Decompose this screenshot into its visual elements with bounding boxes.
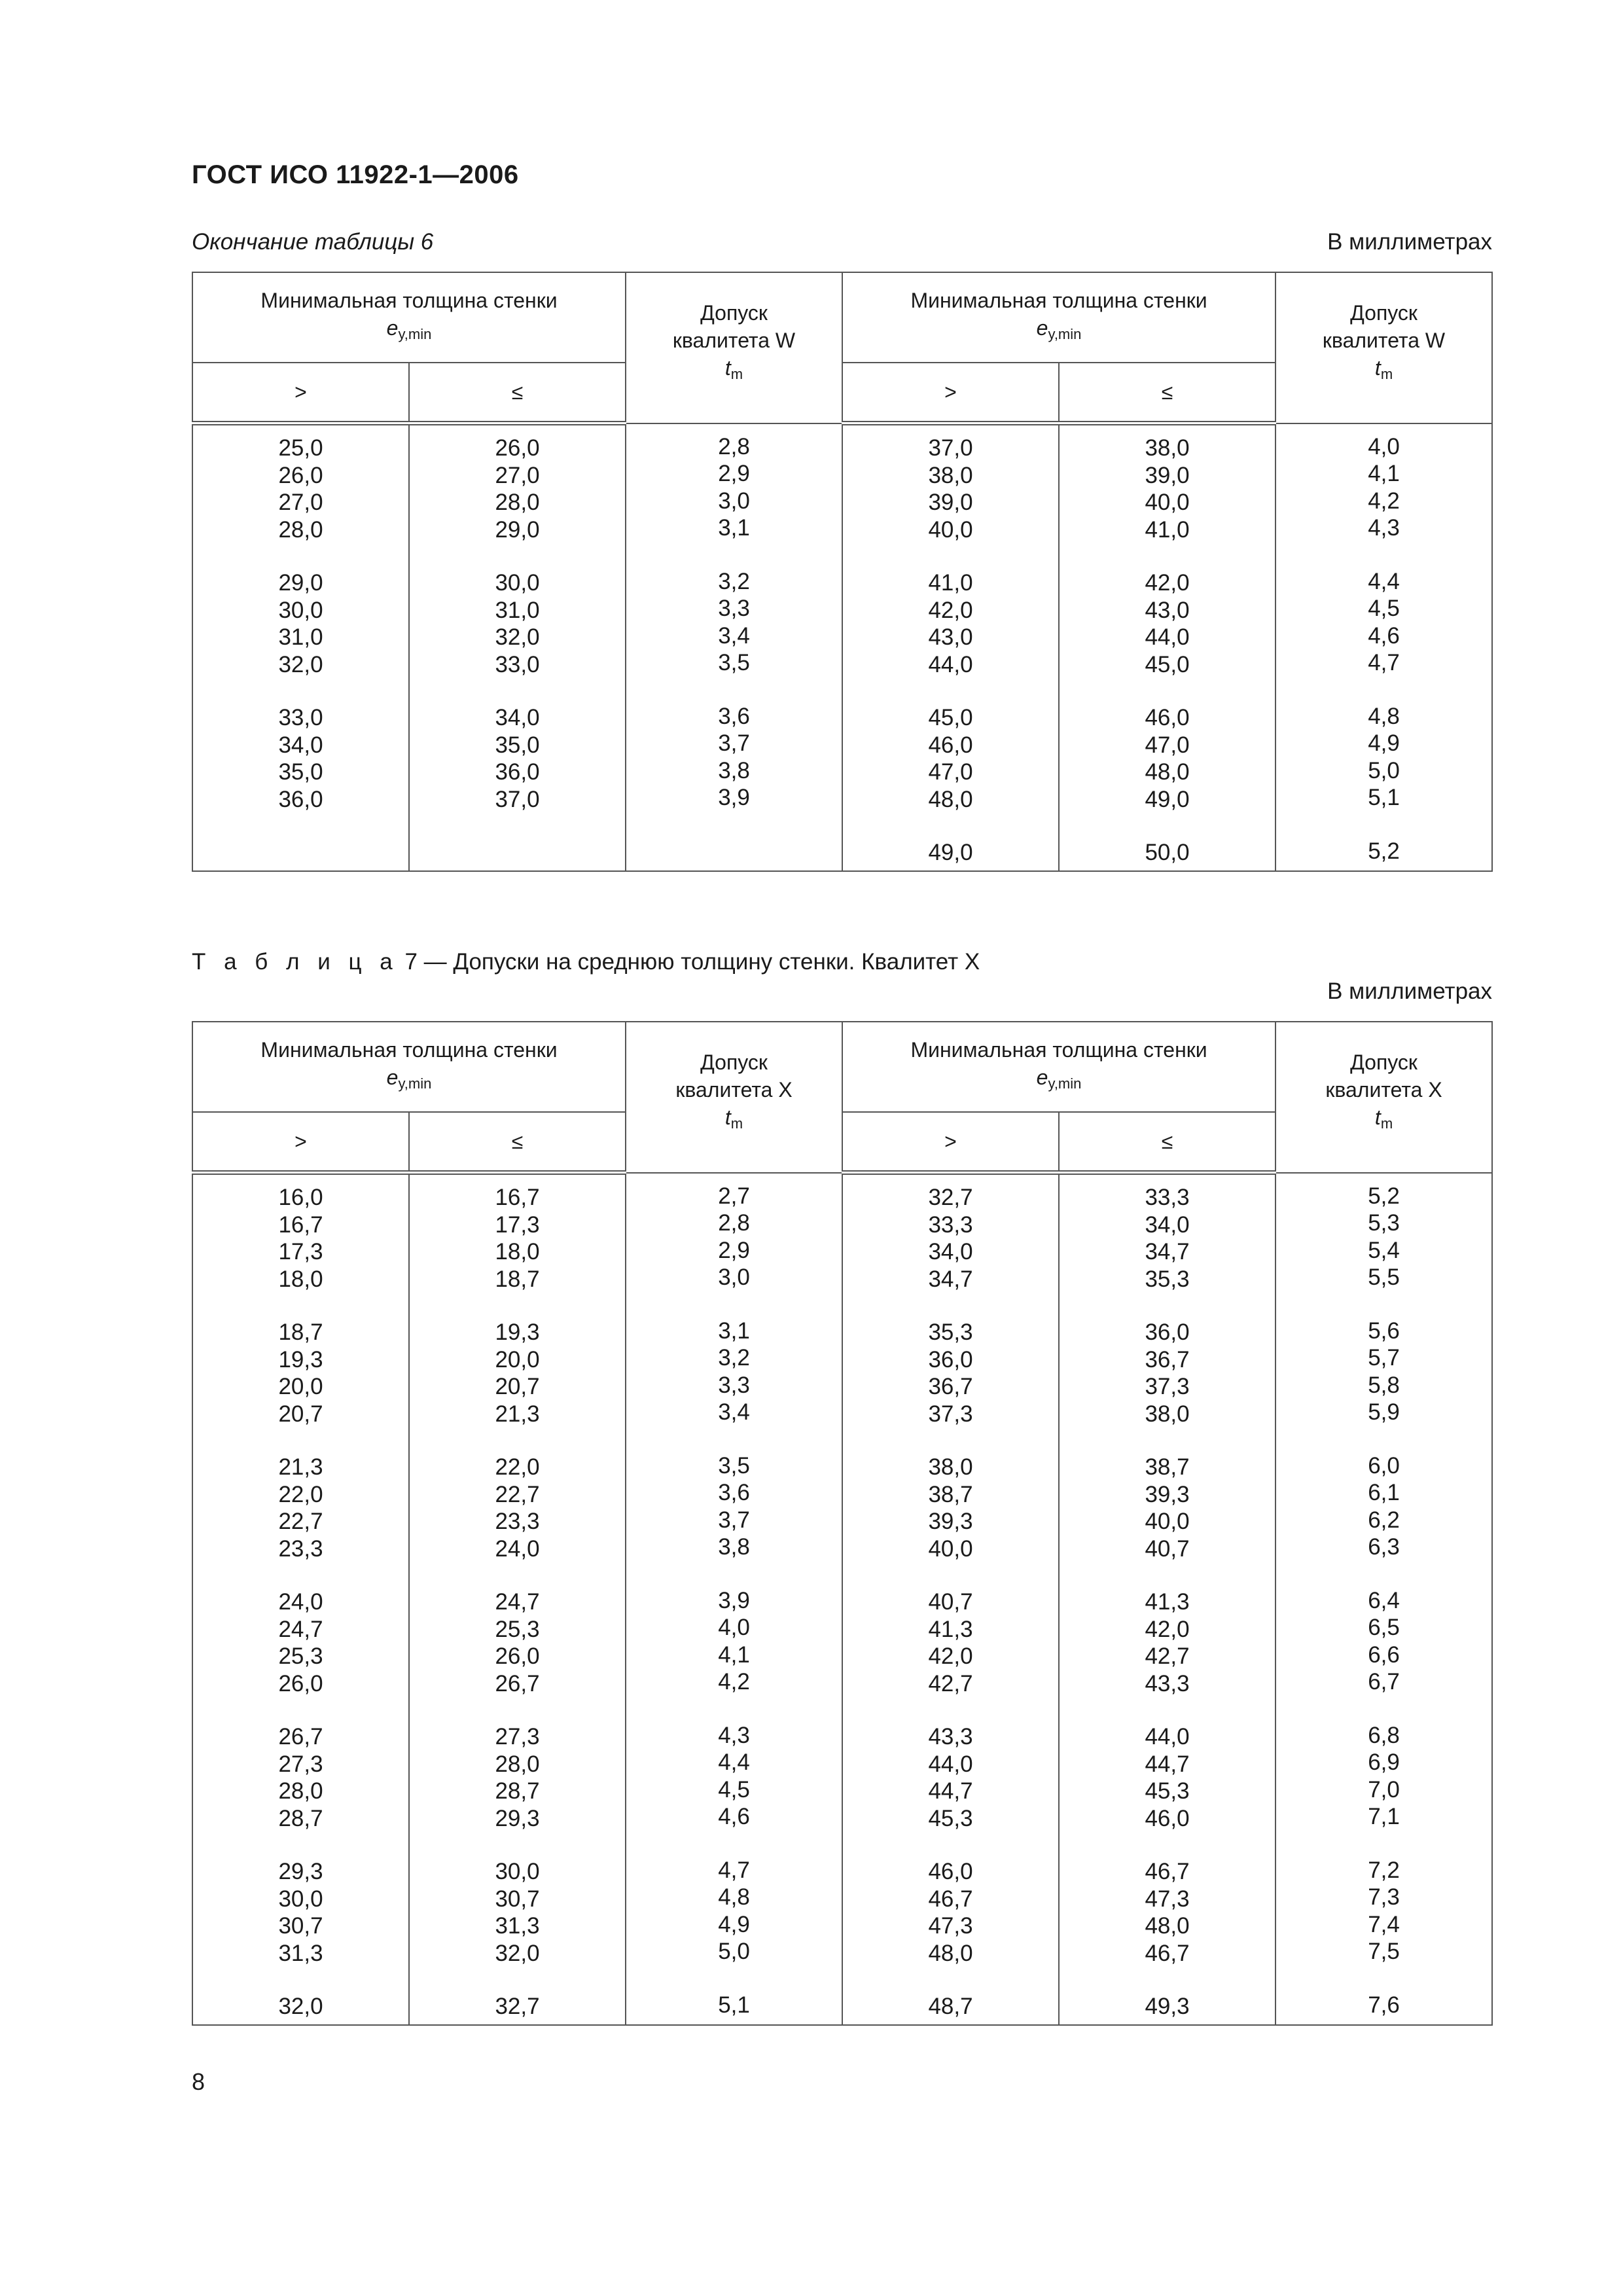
- table-cell: 41,3: [1145, 1589, 1190, 1615]
- table-cell: 3,4: [718, 622, 750, 649]
- table-cell: 45,3: [1145, 1778, 1190, 1804]
- table-cell: 44,7: [928, 1778, 973, 1804]
- table-cell: 44,0: [928, 1751, 973, 1777]
- table-cell: 6,0: [1368, 1452, 1400, 1479]
- table-cell: 29,3: [278, 1859, 323, 1884]
- table-cell: 22,7: [495, 1481, 540, 1507]
- table-cell: 4,4: [718, 1749, 750, 1775]
- table-cell: 27,0: [278, 490, 323, 515]
- table-cell: 5,5: [1368, 1265, 1400, 1290]
- table-cell: 19,3: [278, 1346, 323, 1372]
- table-cell: 29,0: [278, 570, 323, 596]
- header-gt-2: >: [842, 363, 1059, 423]
- table-cell: 7,4: [1368, 1911, 1400, 1937]
- table-cell: 30,0: [278, 597, 323, 623]
- table-cell: 47,3: [1145, 1886, 1190, 1912]
- table-cell: 2,9: [718, 1237, 750, 1263]
- table-cell: 28,0: [495, 1751, 540, 1777]
- table-cell: 35,0: [495, 732, 540, 758]
- table-cell: 30,0: [495, 1859, 540, 1884]
- table-cell: 43,3: [928, 1724, 973, 1749]
- table6: [192, 272, 1493, 872]
- table6-column-gt2: [842, 423, 1059, 871]
- table-cell: 6,1: [1368, 1480, 1400, 1505]
- table-cell: 4,1: [1368, 461, 1400, 486]
- table-cell: 33,0: [278, 705, 323, 730]
- table-cell: 24,7: [495, 1589, 540, 1615]
- table-cell: 44,0: [928, 651, 973, 677]
- table-cell: 2,8: [718, 1210, 750, 1236]
- table-cell: 42,7: [928, 1670, 973, 1696]
- table-cell: 41,3: [928, 1616, 973, 1642]
- table-cell: 6,4: [1368, 1587, 1400, 1613]
- document-title: ГОСТ ИСО 11922-1—2006: [192, 160, 519, 189]
- table-cell: 37,3: [928, 1401, 973, 1427]
- table-cell: 3,3: [718, 596, 750, 621]
- table7-title: Т а б л и ц а 7 — Допуски на среднюю толщину стенки. Квалитет X: [192, 949, 980, 975]
- table-cell: 34,0: [278, 732, 323, 758]
- table-cell: 44,0: [1145, 624, 1190, 650]
- header-label: Минимальная толщина стенки: [260, 289, 558, 312]
- table-cell: 3,8: [718, 757, 750, 783]
- table-cell: 34,0: [928, 1239, 973, 1265]
- table-cell: 25,0: [278, 435, 323, 461]
- table-cell: 23,3: [278, 1535, 323, 1562]
- table-cell: 49,0: [928, 840, 973, 865]
- table-cell: 46,0: [928, 732, 973, 758]
- table-cell: 28,0: [278, 516, 323, 543]
- table6-header-tolerance: Допуск квалитета W tm: [626, 272, 842, 423]
- table-cell: 31,3: [495, 1913, 540, 1939]
- table-cell: 20,0: [278, 1374, 323, 1399]
- table-cell: 4,3: [718, 1722, 750, 1748]
- table-cell: 4,1: [718, 1641, 750, 1668]
- table-cell: 6,2: [1368, 1507, 1400, 1533]
- table-cell: 28,0: [278, 1778, 323, 1804]
- table-cell: 37,3: [1145, 1374, 1190, 1399]
- table-cell: 4,6: [1368, 622, 1400, 649]
- table-cell: 45,0: [928, 705, 973, 730]
- table7-column-tol1: [626, 1173, 842, 2025]
- table-cell: 7,3: [1368, 1884, 1400, 1910]
- table-cell: 42,0: [1145, 1616, 1190, 1642]
- table-cell: 43,0: [1145, 597, 1190, 623]
- table-cell: 5,0: [718, 1939, 750, 1964]
- table-cell: 49,0: [1145, 786, 1190, 812]
- table-cell: 41,0: [928, 570, 973, 596]
- table-cell: 38,0: [1145, 1401, 1190, 1427]
- table7-header-min-thickness: Минимальная толщина стенки ey,min: [192, 1022, 626, 1112]
- table-cell: 39,0: [1145, 462, 1190, 488]
- table-cell: 7,6: [1368, 1992, 1400, 2018]
- table-cell: 25,3: [495, 1616, 540, 1642]
- table6-caption: Окончание таблицы 6: [192, 229, 434, 255]
- table-cell: 38,7: [1145, 1454, 1190, 1480]
- table-cell: 3,6: [718, 1480, 750, 1505]
- table-cell: 46,7: [1145, 1940, 1190, 1966]
- table-cell: 4,9: [1368, 730, 1400, 756]
- table-cell: 42,0: [928, 597, 973, 623]
- table-cell: 23,3: [495, 1509, 540, 1534]
- table-cell: 44,7: [1145, 1751, 1190, 1777]
- table7-column-le1: [409, 1173, 626, 2025]
- table-cell: 26,7: [495, 1670, 540, 1696]
- table-cell: 43,0: [928, 624, 973, 650]
- table-cell: 5,4: [1368, 1237, 1400, 1263]
- table-cell: 17,3: [495, 1211, 540, 1238]
- table6-column-tol1: [626, 423, 842, 871]
- table-cell: 16,0: [278, 1185, 323, 1210]
- table-cell: 3,1: [718, 515, 750, 541]
- table-cell: 47,0: [1145, 732, 1190, 758]
- table-cell: 7,2: [1368, 1857, 1400, 1883]
- table-cell: 30,0: [278, 1886, 323, 1912]
- table-cell: 5,7: [1368, 1345, 1400, 1371]
- table-cell: 3,7: [718, 730, 750, 756]
- table6-column-gt1: [192, 423, 409, 871]
- table-cell: 3,2: [718, 568, 750, 594]
- table-cell: 27,3: [278, 1751, 323, 1777]
- table-cell: 30,0: [495, 570, 540, 596]
- table-cell: 37,0: [495, 786, 540, 812]
- table-cell: 39,3: [1145, 1481, 1190, 1507]
- table-cell: 6,7: [1368, 1669, 1400, 1695]
- table-cell: 48,0: [1145, 1913, 1190, 1939]
- table-cell: 46,0: [1145, 705, 1190, 730]
- table-cell: 42,0: [1145, 570, 1190, 596]
- table-cell: 4,9: [718, 1911, 750, 1937]
- table-cell: 45,3: [928, 1805, 973, 1831]
- table-cell: 4,5: [1368, 596, 1400, 621]
- table-cell: 34,0: [1145, 1211, 1190, 1238]
- table6-column-tol2: [1275, 423, 1492, 871]
- table-cell: 22,0: [495, 1454, 540, 1480]
- table7-header-min-thickness-2: Минимальная толщина стенки ey,min: [842, 1022, 1275, 1112]
- table-cell: 19,3: [495, 1319, 540, 1345]
- table-cell: 29,0: [495, 516, 540, 543]
- table-cell: 18,0: [495, 1239, 540, 1265]
- header-gt: >: [192, 363, 409, 423]
- table-cell: 27,3: [495, 1724, 540, 1749]
- table-cell: 3,6: [718, 703, 750, 729]
- table-cell: 45,0: [1145, 651, 1190, 677]
- table-cell: 32,0: [495, 1940, 540, 1966]
- table-cell: 4,2: [1368, 488, 1400, 514]
- table-cell: 32,7: [928, 1185, 973, 1210]
- table-cell: 17,3: [278, 1239, 323, 1265]
- table-cell: 27,0: [495, 462, 540, 488]
- table7-column-le2: [1059, 1173, 1275, 2025]
- table-cell: 40,0: [1145, 490, 1190, 515]
- table-cell: 3,5: [718, 1452, 750, 1479]
- table-cell: 18,7: [278, 1319, 323, 1345]
- table-cell: 5,2: [1368, 838, 1400, 864]
- table-cell: 4,8: [1368, 703, 1400, 729]
- table-cell: 30,7: [495, 1886, 540, 1912]
- table-cell: [410, 839, 625, 867]
- table-cell: 5,0: [1368, 757, 1400, 783]
- table-cell: 3,2: [718, 1345, 750, 1371]
- table-cell: 36,7: [1145, 1346, 1190, 1372]
- table-cell: 6,3: [1368, 1534, 1400, 1560]
- table-cell: 3,0: [718, 488, 750, 514]
- table-cell: 2,9: [718, 461, 750, 486]
- table-cell: 28,0: [495, 490, 540, 515]
- table6-units: В миллиметрах: [1327, 229, 1492, 255]
- table-cell: 3,7: [718, 1507, 750, 1533]
- table-cell: 20,7: [495, 1374, 540, 1399]
- table-cell: 35,3: [928, 1319, 973, 1345]
- table-cell: 46,7: [928, 1886, 973, 1912]
- header-le: ≤: [409, 1112, 626, 1173]
- symbol: ey,min: [386, 316, 432, 342]
- table-cell: 18,7: [495, 1266, 540, 1292]
- table-cell: 3,8: [718, 1534, 750, 1560]
- table-cell: 5,3: [1368, 1210, 1400, 1236]
- table-cell: 38,0: [928, 1454, 973, 1480]
- table7: [192, 1021, 1493, 2026]
- table-cell: 42,7: [1145, 1643, 1190, 1669]
- table-cell: 16,7: [278, 1211, 323, 1238]
- table-cell: 40,7: [928, 1589, 973, 1615]
- table-cell: [626, 838, 842, 865]
- table-cell: 42,0: [928, 1643, 973, 1669]
- table-cell: 32,0: [278, 651, 323, 677]
- table-cell: 6,8: [1368, 1722, 1400, 1748]
- table-cell: 35,0: [278, 759, 323, 785]
- table-cell: 26,0: [278, 462, 323, 488]
- table-cell: 5,9: [1368, 1399, 1400, 1425]
- page-number: 8: [192, 2068, 205, 2095]
- table-cell: 20,7: [278, 1401, 323, 1427]
- table-cell: 32,0: [278, 1994, 323, 2019]
- table-cell: 32,7: [495, 1994, 540, 2019]
- table-cell: 47,0: [928, 759, 973, 785]
- table-cell: 33,3: [1145, 1185, 1190, 1210]
- table-cell: [193, 839, 408, 867]
- table-cell: 21,3: [278, 1454, 323, 1480]
- table-cell: 40,0: [928, 1535, 973, 1562]
- table-cell: 7,1: [1368, 1804, 1400, 1829]
- table-cell: 37,0: [928, 435, 973, 461]
- table-cell: 36,7: [928, 1374, 973, 1399]
- table-cell: 18,0: [278, 1266, 323, 1292]
- header-gt: >: [192, 1112, 409, 1173]
- table-cell: 34,0: [495, 705, 540, 730]
- table7-header-tolerance: Допуск квалитета X tm: [626, 1022, 842, 1173]
- table6-header-tolerance-2: Допуск квалитета W tm: [1275, 272, 1492, 423]
- table-cell: 4,8: [718, 1884, 750, 1910]
- header-le-2: ≤: [1059, 1112, 1275, 1173]
- table-cell: 24,7: [278, 1616, 323, 1642]
- table-cell: 46,0: [928, 1859, 973, 1884]
- table-cell: 30,7: [278, 1913, 323, 1939]
- table-cell: 5,1: [718, 1992, 750, 2018]
- table-cell: 7,5: [1368, 1939, 1400, 1964]
- table-cell: 4,2: [718, 1669, 750, 1695]
- table-cell: 38,7: [928, 1481, 973, 1507]
- table-cell: 29,3: [495, 1805, 540, 1831]
- table-cell: 3,4: [718, 1399, 750, 1425]
- table-cell: 38,0: [928, 462, 973, 488]
- table7-column-gt1: [192, 1173, 409, 2025]
- table-cell: 47,3: [928, 1913, 973, 1939]
- table-cell: 36,0: [278, 786, 323, 812]
- table-cell: 48,7: [928, 1994, 973, 2019]
- table-cell: 36,0: [928, 1346, 973, 1372]
- table-cell: 4,0: [718, 1615, 750, 1640]
- table-cell: 26,0: [495, 435, 540, 461]
- table-cell: 4,7: [718, 1857, 750, 1883]
- table-cell: 6,5: [1368, 1615, 1400, 1640]
- table-cell: 33,0: [495, 651, 540, 677]
- table-cell: 6,9: [1368, 1749, 1400, 1775]
- table7-column-tol2: [1275, 1173, 1492, 2025]
- table-cell: 3,3: [718, 1372, 750, 1398]
- table6-header-min-thickness: [192, 272, 626, 363]
- table-cell: 5,1: [1368, 785, 1400, 810]
- table-cell: 38,0: [1145, 435, 1190, 461]
- table7-column-gt2: [842, 1173, 1059, 2025]
- table-cell: 31,3: [278, 1940, 323, 1966]
- table-cell: 3,1: [718, 1318, 750, 1344]
- table-cell: 35,3: [1145, 1266, 1190, 1292]
- table-cell: 33,3: [928, 1211, 973, 1238]
- table-cell: 31,0: [495, 597, 540, 623]
- header-le: ≤: [409, 363, 626, 423]
- table-cell: 46,0: [1145, 1805, 1190, 1831]
- table-cell: 44,0: [1145, 1724, 1190, 1749]
- table-cell: 22,7: [278, 1509, 323, 1534]
- table-cell: 2,7: [718, 1183, 750, 1209]
- table-cell: 49,3: [1145, 1994, 1190, 2019]
- table-cell: 41,0: [1145, 516, 1190, 543]
- table-cell: 34,7: [1145, 1239, 1190, 1265]
- table-cell: 39,0: [928, 490, 973, 515]
- table-cell: 4,3: [1368, 515, 1400, 541]
- table-cell: 36,0: [1145, 1319, 1190, 1345]
- table-cell: 43,3: [1145, 1670, 1190, 1696]
- table-cell: 39,3: [928, 1509, 973, 1534]
- header-le-2: ≤: [1059, 363, 1275, 423]
- table6-column-le1: [409, 423, 626, 871]
- table-cell: 5,8: [1368, 1372, 1400, 1398]
- table-cell: 3,9: [718, 785, 750, 810]
- table7-header-tolerance-2: Допуск квалитета X tm: [1275, 1022, 1492, 1173]
- table-cell: 25,3: [278, 1643, 323, 1669]
- table-cell: 40,0: [1145, 1509, 1190, 1534]
- table-cell: 5,2: [1368, 1183, 1400, 1209]
- table-cell: 32,0: [495, 624, 540, 650]
- table-cell: 48,0: [1145, 759, 1190, 785]
- table-cell: 6,6: [1368, 1641, 1400, 1668]
- table-cell: 3,9: [718, 1587, 750, 1613]
- table-cell: 3,5: [718, 650, 750, 675]
- table6-header-min-thickness-2: Минимальная толщина стенки ey,min: [842, 272, 1275, 363]
- table-cell: 4,5: [718, 1776, 750, 1803]
- table-cell: 16,7: [495, 1185, 540, 1210]
- table-cell: 4,4: [1368, 568, 1400, 594]
- table-cell: 28,7: [495, 1778, 540, 1804]
- table-cell: 22,0: [278, 1481, 323, 1507]
- table-cell: 34,7: [928, 1266, 973, 1292]
- table-cell: 48,0: [928, 1940, 973, 1966]
- table-cell: 2,8: [718, 433, 750, 459]
- table7-body: [192, 1173, 1492, 2025]
- table-cell: 36,0: [495, 759, 540, 785]
- table-cell: 4,0: [1368, 433, 1400, 459]
- table-cell: 24,0: [278, 1589, 323, 1615]
- table-cell: 24,0: [495, 1535, 540, 1562]
- header-gt-2: >: [842, 1112, 1059, 1173]
- table-cell: 40,0: [928, 516, 973, 543]
- table-cell: 28,7: [278, 1805, 323, 1831]
- table-cell: 4,6: [718, 1804, 750, 1829]
- table-cell: 26,0: [495, 1643, 540, 1669]
- table7-units: В миллиметрах: [1327, 978, 1492, 1004]
- table-cell: 46,7: [1145, 1859, 1190, 1884]
- table6-column-le2: [1059, 423, 1275, 871]
- table-cell: 48,0: [928, 786, 973, 812]
- table-cell: 26,0: [278, 1670, 323, 1696]
- table-cell: 50,0: [1145, 840, 1190, 865]
- table-cell: 26,7: [278, 1724, 323, 1749]
- table-cell: 7,0: [1368, 1776, 1400, 1803]
- table6-body: [192, 423, 1492, 871]
- table-cell: 5,6: [1368, 1318, 1400, 1344]
- table-cell: 40,7: [1145, 1535, 1190, 1562]
- table-cell: 31,0: [278, 624, 323, 650]
- table-cell: 20,0: [495, 1346, 540, 1372]
- table-cell: 21,3: [495, 1401, 540, 1427]
- table-cell: 3,0: [718, 1265, 750, 1290]
- table-cell: 4,7: [1368, 650, 1400, 675]
